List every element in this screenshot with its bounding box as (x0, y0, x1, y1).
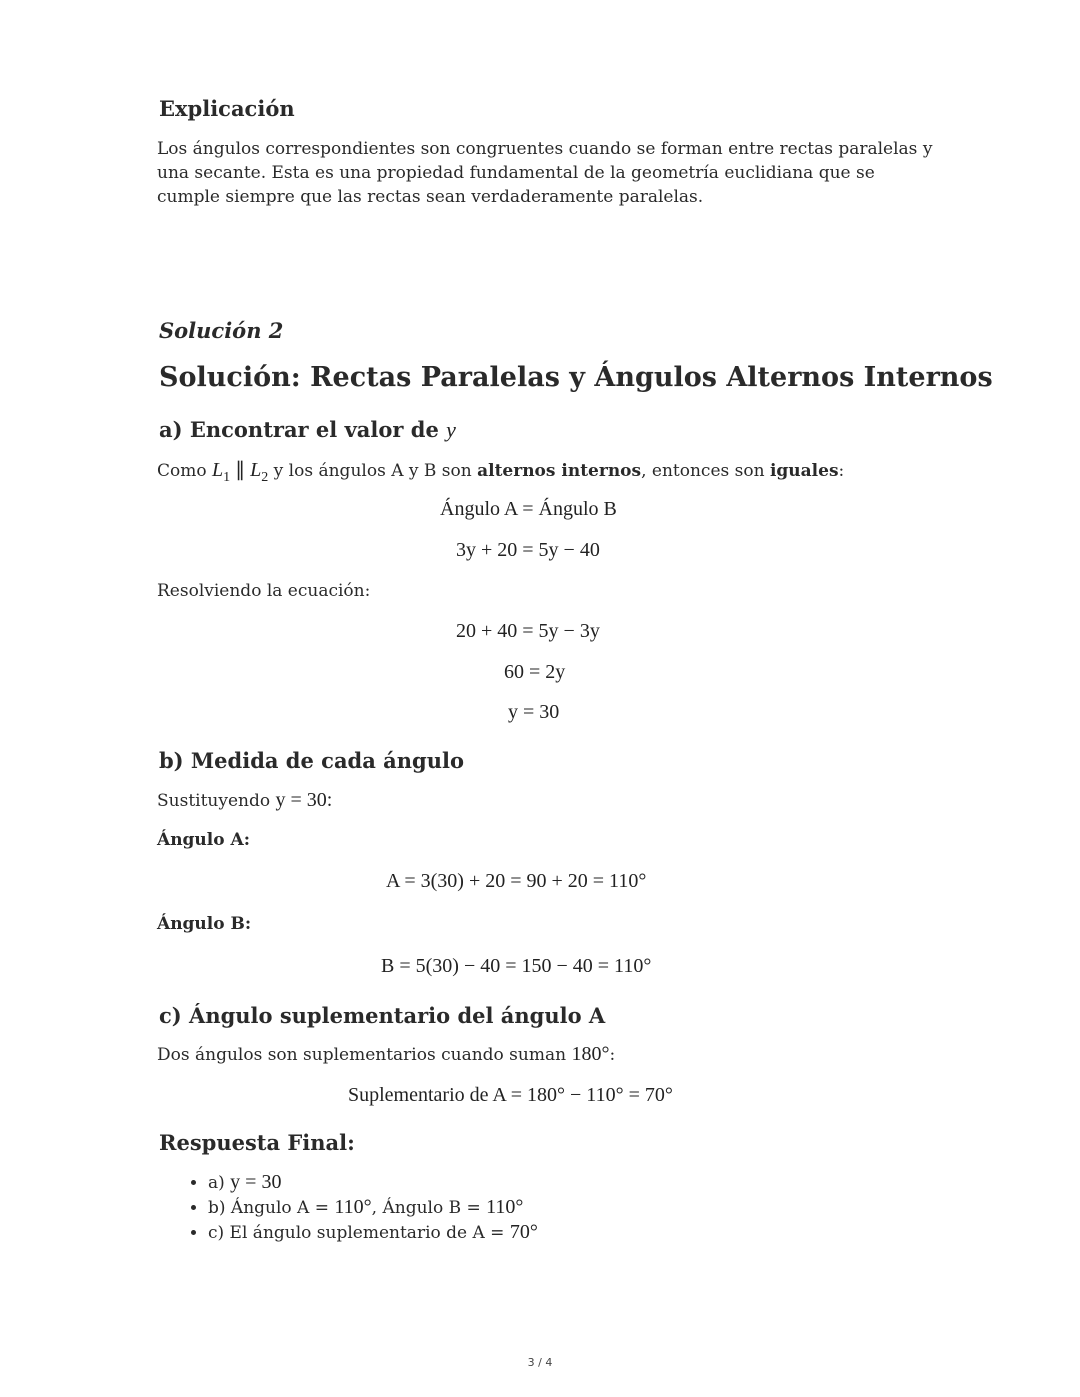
part-a-intro (157, 457, 844, 486)
item-a-prefix: a) (208, 1173, 231, 1193)
final-item-a (208, 1170, 538, 1195)
item-b-text2: , Ángulo B = (371, 1198, 487, 1218)
item-c-val: 70° (509, 1221, 538, 1243)
part-a-heading-text: a) Encontrar el valor de (159, 417, 447, 442)
part-b-heading: b) Medida de cada ángulo (159, 748, 464, 773)
final-item-b (208, 1195, 538, 1220)
parallel-expression: $L_1$ ∥ $L_2$ (212, 459, 269, 485)
angulo-a-label: Ángulo A: (157, 830, 250, 850)
page-number: 3 / 4 (527, 1356, 553, 1369)
sustituyendo-text (157, 789, 332, 812)
intro-alternos: alternos internos (477, 461, 642, 481)
suplementario-text-value: 180° (571, 1043, 610, 1065)
intro-mid: y los ángulos A y B son (268, 461, 478, 481)
part-a-heading-var: y (446, 417, 456, 442)
part-c-heading: c) Ángulo suplementario del ángulo A (159, 1003, 606, 1028)
item-a-math: y = 30 (230, 1171, 282, 1193)
angulo-a-equation: A = 3(30) + 20 = 90 + 20 = 110° (386, 870, 647, 892)
suplementario-text (157, 1043, 615, 1066)
intro-end: : (838, 461, 845, 481)
final-answer-list (182, 1170, 538, 1245)
equation-step-1: 20 + 40 = 5y − 3y (456, 620, 600, 642)
sustituyendo-eq: y = 30: (275, 789, 333, 811)
suplementario-equation: Suplementario de A = 180° − 110° = 70° (348, 1084, 673, 1106)
item-b-val1: 110° (334, 1196, 372, 1218)
intro-mid2: , entonces son (641, 461, 770, 481)
angulo-b-equation: B = 5(30) − 40 = 150 − 40 = 110° (381, 955, 652, 977)
final-item-c (208, 1220, 538, 1245)
intro-iguales: iguales (769, 461, 839, 481)
item-b-val2: 110° (486, 1196, 524, 1218)
equation-step-2: 60 = 2y (504, 661, 566, 683)
part-a-heading (159, 417, 456, 443)
sustituyendo-label: Sustituyendo (157, 791, 276, 811)
angulo-b-label: Ángulo B: (157, 914, 252, 934)
suplementario-text-end: : (609, 1045, 616, 1065)
solucion-title: Solución: Rectas Paralelas y Ángulos Alternos Internos (159, 362, 993, 393)
respuesta-final-heading: Respuesta Final: (159, 1130, 355, 1155)
solucion-label: Solución 2 (159, 318, 284, 343)
explicacion-text: Los ángulos correspondientes son congruentes cuando se forman entre rectas paralelas y una secante. Esta es una propiedad fundamental de la geometría euclidiana que se cumple siempre que las rectas sean verdaderamente paralelas. (157, 139, 933, 207)
item-b-text1: b) Ángulo A = (208, 1198, 335, 1218)
item-c-text: c) El ángulo suplementario de A = (208, 1223, 510, 1243)
suplementario-text-main: Dos ángulos son suplementarios cuando suman (157, 1045, 572, 1065)
explicacion-heading: Explicación (159, 96, 295, 121)
resolviendo-text: Resolviendo la ecuación: (157, 581, 371, 601)
equation-step-3: y = 30 (508, 701, 560, 723)
equation-setup: 3y + 20 = 5y − 40 (456, 539, 600, 561)
equation-angles-equal: Ángulo A = Ángulo B (440, 498, 617, 520)
intro-como: Como (157, 461, 213, 481)
